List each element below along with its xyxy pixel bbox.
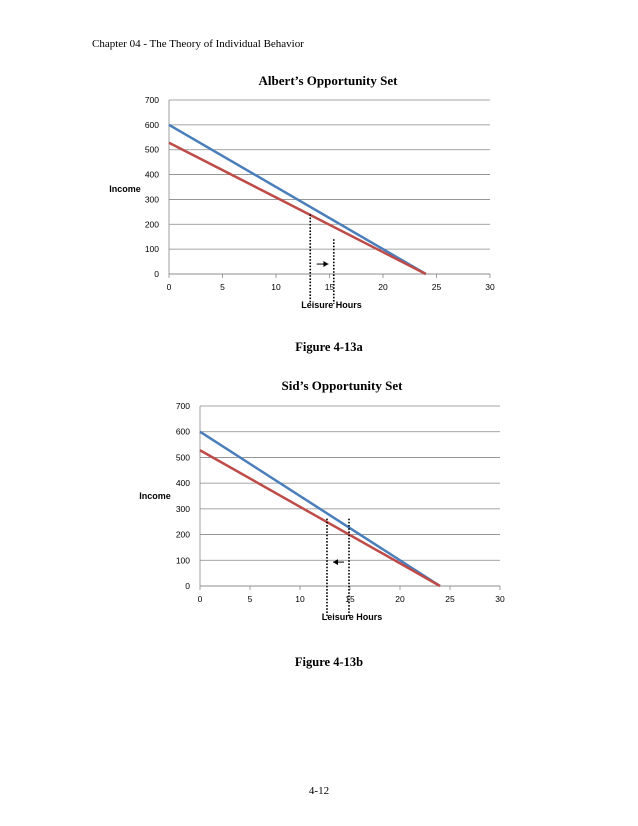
y-tick-label: 100: [175, 555, 190, 566]
y-axis-label: Income: [109, 184, 141, 194]
y-tick-label: 0: [154, 269, 159, 279]
x-tick-label: 5: [220, 282, 225, 292]
chart-title: Sid’s Opportunity Set: [281, 378, 403, 393]
y-tick-label: 400: [175, 478, 190, 489]
albert-opportunity-set-chart: [0, 70, 638, 320]
x-axis-label: Leisure Hours: [301, 300, 362, 310]
y-tick-label: 300: [144, 194, 159, 205]
x-tick-label: 25: [431, 282, 442, 292]
y-tick-label: 400: [144, 169, 159, 180]
page-header: Chapter 04 - The Theory of Individual Behavior: [92, 38, 304, 50]
x-tick-label: 30: [495, 594, 505, 604]
x-tick-label: 5: [247, 594, 253, 604]
y-tick-label: 200: [175, 529, 190, 540]
x-tick-label: 20: [395, 594, 405, 604]
y-tick-label: 200: [144, 219, 159, 230]
x-tick-label: 0: [197, 594, 203, 604]
y-axis-label: Income: [139, 491, 171, 501]
chart-title: Albert’s Opportunity Set: [258, 73, 398, 88]
y-tick-label: 300: [175, 503, 190, 514]
y-tick-label: 700: [175, 401, 190, 411]
x-axis-label: Leisure Hours: [321, 612, 383, 622]
y-tick-label: 500: [144, 144, 159, 155]
series-line-red: [200, 450, 440, 586]
y-tick-label: 500: [175, 452, 190, 463]
y-tick-label: 0: [185, 581, 190, 591]
y-tick-label: 600: [175, 426, 190, 437]
x-tick-label: 25: [445, 594, 455, 604]
sid-opportunity-set-chart: [0, 377, 638, 627]
y-tick-label: 100: [144, 244, 159, 255]
x-tick-label: 20: [378, 282, 388, 292]
y-tick-label: 600: [144, 119, 159, 130]
y-tick-label: 700: [144, 95, 159, 105]
x-tick-label: 15: [324, 282, 335, 292]
x-tick-label: 10: [271, 282, 281, 292]
shift-arrow-head: [323, 261, 328, 267]
figure-caption-b: Figure 4-13b: [294, 655, 364, 669]
x-tick-label: 0: [166, 282, 172, 292]
series-line-red: [169, 143, 426, 274]
x-tick-label: 10: [295, 594, 305, 604]
x-tick-label: 15: [345, 594, 355, 604]
figure-caption-a: Figure 4-13a: [295, 340, 363, 354]
x-tick-label: 30: [485, 282, 495, 292]
page-number: 4-12: [308, 785, 330, 797]
